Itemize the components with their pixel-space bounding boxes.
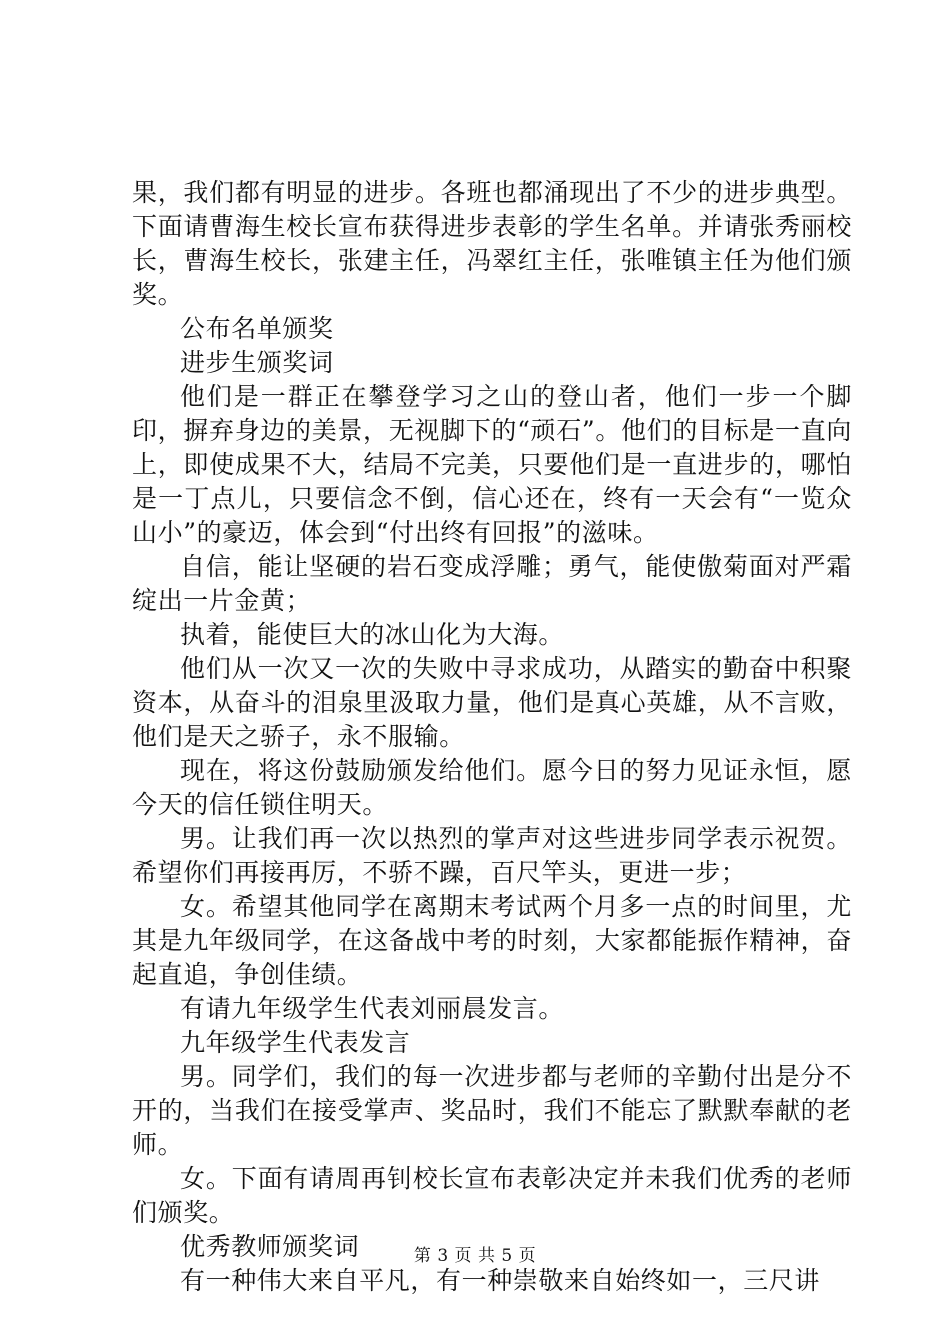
paragraph-teacher-award-title: 优秀教师颁奖词 [180, 1232, 360, 1261]
paragraph-persistence: 执着，能使巨大的冰山化为大海。 [180, 620, 565, 649]
paragraph-confidence: 自信，能让坚硬的岩石变成浮雕；勇气，能使傲菊面对严霜绽出一片金黄； [132, 552, 852, 615]
paragraph-failure-success: 他们从一次又一次的失败中寻求成功，从踏实的勤奋中积聚资本，从奋斗的泪泉里汲取力量，他们是真心英雄，从不言败，他们是天之骄子，永不服输。 [132, 654, 852, 751]
paragraph-student-speech-title: 九年级学生代表发言 [180, 1028, 411, 1057]
paragraph-male-teachers: 男。同学们，我们的每一次进步都与老师的辛勤付出是分不开的，当我们在接受掌声、奖品时，我们不能忘了默默奉献的老师。 [132, 1062, 852, 1159]
paragraph-continued-intro: 果，我们都有明显的进步。各班也都涌现出了不少的进步典型。下面请曹海生校长宣布获得进步表彰的学生名单。并请张秀丽校长，曹海生校长，张建主任，冯翠红主任，张唯镇主任为他们颁奖。 [132, 178, 852, 309]
paragraph-progress-award-title: 进步生颁奖词 [180, 348, 334, 377]
page-number-footer: 第 3 页 共 5 页 [413, 1246, 537, 1266]
paragraph-teacher-tribute: 有一种伟大来自平凡，有一种崇敬来自始终如一，三尺讲 [180, 1266, 821, 1295]
paragraph-female-teacher-award: 女。下面有请周再钊校长宣布表彰决定并未我们优秀的老师们颁奖。 [132, 1164, 852, 1227]
document-body [132, 176, 852, 1298]
paragraph-student-speaker: 有请九年级学生代表刘丽晨发言。 [180, 994, 565, 1023]
paragraph-encouragement: 现在，将这份鼓励颁发给他们。愿今日的努力见证永恒，愿今天的信任锁住明天。 [132, 756, 852, 819]
paragraph-climbers: 他们是一群正在攀登学习之山的登山者，他们一步一个脚印，摒弃身边的美景，无视脚下的“顽石”。他们的目标是一直向上，即使成果不大，结局不完美，只要他们是一直进步的，哪怕是一丁点儿，只要信念不倒，信心还在，终有一天会有“一览众山小”的豪迈，体会到“付出终有回报”的滋味。 [132, 382, 852, 547]
paragraph-female-exam: 女。希望其他同学在离期末考试两个月多一点的时间里，尤其是九年级同学，在这备战中考的时刻，大家都能振作精神，奋起直追，争创佳绩。 [132, 892, 852, 989]
paragraph-male-applause: 男。让我们再一次以热烈的掌声对这些进步同学表示祝贺。希望你们再接再厉，不骄不躁，百尺竿头，更进一步； [132, 824, 852, 887]
paragraph-announce-list: 公布名单颁奖 [180, 314, 334, 343]
